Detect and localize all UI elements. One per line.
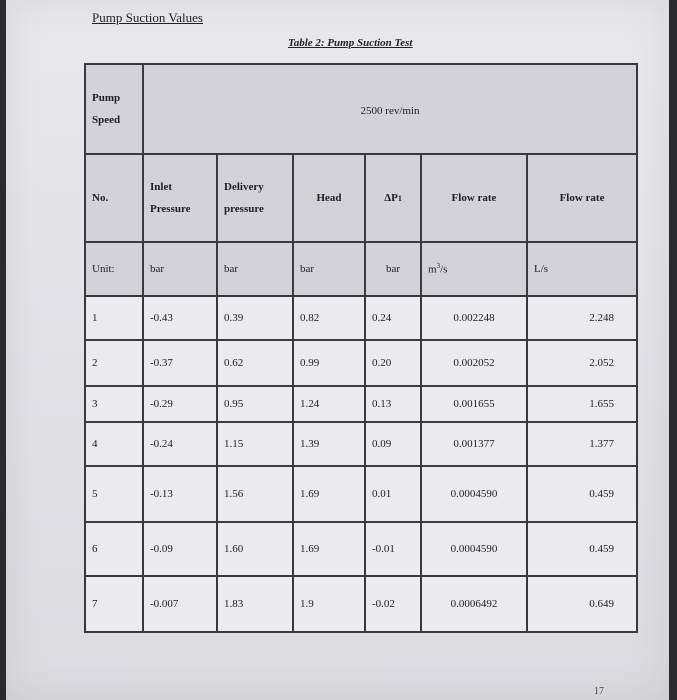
document-page — [6, 0, 669, 700]
cell-head: 1.69 — [293, 522, 365, 576]
header-inlet-pressure: Inlet Pressure — [143, 154, 217, 242]
cell-head: 1.24 — [293, 386, 365, 422]
header-head: Head — [293, 154, 365, 242]
cell-head: 1.9 — [293, 576, 365, 632]
table-row — [85, 522, 637, 576]
cell-inlet: -0.007 — [143, 576, 217, 632]
unit-head: bar — [293, 242, 365, 296]
cell-flow-ls: 2.248 — [527, 296, 637, 340]
unit-label: Unit: — [85, 242, 143, 296]
table-row — [85, 340, 637, 386]
cell-no: 5 — [85, 466, 143, 522]
header-no: No. — [85, 154, 143, 242]
cell-delivery: 1.15 — [217, 422, 293, 466]
cell-flow-m3s: 0.0004590 — [421, 522, 527, 576]
unit-delivery: bar — [217, 242, 293, 296]
cell-head: 0.99 — [293, 340, 365, 386]
cell-no: 3 — [85, 386, 143, 422]
cell-head: 1.69 — [293, 466, 365, 522]
cell-inlet: -0.37 — [143, 340, 217, 386]
cell-delta-p: 0.20 — [365, 340, 421, 386]
cell-flow-m3s: 0.001655 — [421, 386, 527, 422]
cell-no: 1 — [85, 296, 143, 340]
cell-inlet: -0.29 — [143, 386, 217, 422]
cell-flow-ls: 0.649 — [527, 576, 637, 632]
unit-delta-p: bar — [365, 242, 421, 296]
header-delivery-pressure: Delivery pressure — [217, 154, 293, 242]
cell-delivery: 0.95 — [217, 386, 293, 422]
unit-flow-ls: L/s — [527, 242, 637, 296]
table-row — [85, 422, 637, 466]
table-caption: Table 2: Pump Suction Test — [288, 37, 413, 49]
cell-delta-p: 0.01 — [365, 466, 421, 522]
cell-delta-p: 0.09 — [365, 422, 421, 466]
cell-no: 7 — [85, 576, 143, 632]
page-number: 17 — [594, 686, 604, 697]
cell-delivery: 1.60 — [217, 522, 293, 576]
cell-head: 1.39 — [293, 422, 365, 466]
cell-delta-p: 0.24 — [365, 296, 421, 340]
cell-no: 4 — [85, 422, 143, 466]
table-row — [85, 576, 637, 632]
cell-delta-p: 0.13 — [365, 386, 421, 422]
cell-flow-ls: 1.377 — [527, 422, 637, 466]
cell-delta-p: -0.02 — [365, 576, 421, 632]
unit-inlet: bar — [143, 242, 217, 296]
cell-delivery: 0.62 — [217, 340, 293, 386]
cell-delta-p: -0.01 — [365, 522, 421, 576]
cell-no: 2 — [85, 340, 143, 386]
cell-flow-m3s: 0.001377 — [421, 422, 527, 466]
header-flow-rate-ls: Flow rate — [527, 154, 637, 242]
cell-flow-m3s: 0.0004590 — [421, 466, 527, 522]
cell-flow-m3s: 0.002052 — [421, 340, 527, 386]
cell-flow-ls: 0.459 — [527, 466, 637, 522]
cell-flow-ls: 1.655 — [527, 386, 637, 422]
cell-inlet: -0.24 — [143, 422, 217, 466]
pump-speed-value: 2500 rev/min — [143, 64, 637, 154]
header-delta-p1: ΔP1 — [365, 154, 421, 242]
cell-delivery: 1.83 — [217, 576, 293, 632]
cell-inlet: -0.09 — [143, 522, 217, 576]
cell-delivery: 1.56 — [217, 466, 293, 522]
cell-inlet: -0.43 — [143, 296, 217, 340]
table-row — [85, 386, 637, 422]
cell-flow-ls: 2.052 — [527, 340, 637, 386]
cell-flow-m3s: 0.002248 — [421, 296, 527, 340]
cell-head: 0.82 — [293, 296, 365, 340]
cell-flow-ls: 0.459 — [527, 522, 637, 576]
pump-speed-label: Pump Speed — [85, 64, 143, 154]
cell-inlet: -0.13 — [143, 466, 217, 522]
cell-delivery: 0.39 — [217, 296, 293, 340]
table-row — [85, 296, 637, 340]
pump-suction-table — [84, 63, 638, 633]
cell-no: 6 — [85, 522, 143, 576]
cell-flow-m3s: 0.0006492 — [421, 576, 527, 632]
table-row — [85, 466, 637, 522]
header-flow-rate-m3s: Flow rate — [421, 154, 527, 242]
unit-flow-m3s: $m^3/s$ — [421, 242, 527, 296]
section-title: Pump Suction Values — [92, 10, 203, 25]
